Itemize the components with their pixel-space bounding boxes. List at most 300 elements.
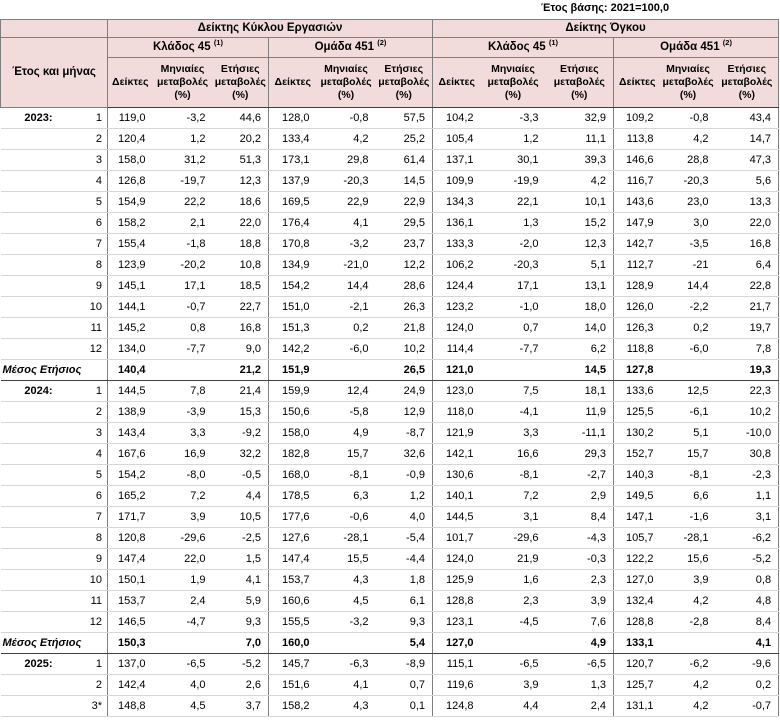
- annual-change: 12,3: [213, 171, 269, 192]
- annual-change: 6,1: [376, 591, 433, 612]
- month-label: 2: [86, 675, 108, 696]
- monthly-change: 4,3: [317, 696, 376, 717]
- subgroup-label: Κλάδος 45: [153, 41, 211, 53]
- index-value: 140,3: [614, 465, 661, 486]
- annual-change: -8,9: [376, 654, 433, 675]
- annual-change: 4,4: [213, 486, 269, 507]
- index-value: 140,4: [108, 360, 153, 381]
- index-value: 134,9: [269, 255, 317, 276]
- month-label: 5: [86, 192, 108, 213]
- monthly-change: 7,8: [153, 381, 213, 402]
- index-value: 131,1: [614, 696, 661, 717]
- index-value: 123,2: [433, 297, 481, 318]
- monthly-change: -2,8: [661, 612, 716, 633]
- monthly-change: -3,9: [153, 402, 213, 423]
- annual-change: 2,6: [213, 675, 269, 696]
- monthly-change: [481, 633, 546, 654]
- month-label: 5: [86, 465, 108, 486]
- table-row: [1, 213, 779, 234]
- annual-change: -11,1: [546, 423, 614, 444]
- index-value: 120,4: [108, 129, 153, 150]
- table-row: [1, 171, 779, 192]
- monthly-change: 3,9: [153, 507, 213, 528]
- monthly-change: -28,1: [317, 528, 376, 549]
- monthly-change: 1,2: [153, 129, 213, 150]
- monthly-change: -8,1: [481, 465, 546, 486]
- annual-change: 14,5: [546, 360, 614, 381]
- monthly-change: 4,5: [317, 591, 376, 612]
- index-value: 123,9: [108, 255, 153, 276]
- monthly-change: 30,1: [481, 150, 546, 171]
- index-value: 138,9: [108, 402, 153, 423]
- annual-change: -4,3: [546, 528, 614, 549]
- annual-change: 16,8: [716, 234, 779, 255]
- index-value: 123,1: [433, 612, 481, 633]
- index-value: 125,5: [614, 402, 661, 423]
- monthly-change: -0,8: [661, 108, 716, 129]
- month-label: 9: [86, 549, 108, 570]
- table-row: [1, 507, 779, 528]
- col-header-annual-change: Ετήσιες μεταβολές (%): [213, 58, 269, 108]
- annual-change: 18,0: [546, 297, 614, 318]
- annual-change: 28,6: [376, 276, 433, 297]
- index-value: 158,0: [108, 150, 153, 171]
- subgroup-label: Ομάδα 451: [314, 41, 375, 53]
- annual-change: -6,5: [546, 654, 614, 675]
- annual-change: 1,3: [546, 675, 614, 696]
- year-label: [1, 528, 86, 549]
- annual-change: 26,3: [376, 297, 433, 318]
- monthly-change: -19,7: [153, 171, 213, 192]
- monthly-change: -6,0: [661, 339, 716, 360]
- annual-change: 18,5: [213, 276, 269, 297]
- month-label: 7: [86, 234, 108, 255]
- volume-sector-45-header: [433, 38, 614, 58]
- index-value: 118,8: [614, 339, 661, 360]
- table-row: [1, 255, 779, 276]
- annual-change: 44,6: [213, 108, 269, 129]
- turnover-sector-45-header: [108, 38, 269, 58]
- index-value: 160,0: [269, 633, 317, 654]
- monthly-change: 3,3: [481, 423, 546, 444]
- annual-change: 22,7: [213, 297, 269, 318]
- annual-change: 14,7: [716, 129, 779, 150]
- annual-change: -10,0: [716, 423, 779, 444]
- monthly-change: [153, 360, 213, 381]
- index-value: 146,6: [614, 150, 661, 171]
- table-row: [1, 381, 779, 402]
- monthly-change: 2,3: [481, 591, 546, 612]
- monthly-change: -6,3: [317, 654, 376, 675]
- annual-change: 8,4: [716, 612, 779, 633]
- table-row: [1, 528, 779, 549]
- annual-mean-label: Μέσος Ετήσιος: [1, 360, 86, 381]
- index-value: 128,8: [433, 591, 481, 612]
- annual-change: 15,2: [546, 213, 614, 234]
- month-label: 3: [86, 150, 108, 171]
- month-label: 1: [86, 654, 108, 675]
- year-label: [1, 675, 86, 696]
- annual-change: -9,6: [716, 654, 779, 675]
- annual-change: -0,9: [376, 465, 433, 486]
- monthly-change: 7,5: [481, 381, 546, 402]
- annual-change: -0,3: [546, 549, 614, 570]
- annual-change: 13,3: [716, 192, 779, 213]
- monthly-change: -8,1: [661, 465, 716, 486]
- col-header-monthly-change: Μηνιαίες μεταβολές (%): [153, 58, 213, 108]
- monthly-change: -29,6: [481, 528, 546, 549]
- annual-change: -4,4: [376, 549, 433, 570]
- annual-change: 61,4: [376, 150, 433, 171]
- index-value: 120,7: [614, 654, 661, 675]
- monthly-change: 1,2: [481, 129, 546, 150]
- index-value: 104,2: [433, 108, 481, 129]
- turnover-group-451-header: [269, 38, 433, 58]
- index-value: 151,6: [269, 675, 317, 696]
- annual-change: 11,9: [546, 402, 614, 423]
- monthly-change: -2,2: [661, 297, 716, 318]
- year-month-header: Έτος και μήνας: [1, 38, 108, 108]
- month-label: 4: [86, 171, 108, 192]
- index-value: 153,7: [108, 591, 153, 612]
- index-value: 142,7: [614, 234, 661, 255]
- annual-change: 30,8: [716, 444, 779, 465]
- index-value: 158,0: [269, 423, 317, 444]
- monthly-change: 28,8: [661, 150, 716, 171]
- table-row: [1, 486, 779, 507]
- col-header-index: Δείκτες: [269, 58, 317, 108]
- index-value: 170,8: [269, 234, 317, 255]
- index-value: 168,0: [269, 465, 317, 486]
- annual-change: 22,9: [376, 192, 433, 213]
- table-row: [1, 675, 779, 696]
- month-label: 9: [86, 276, 108, 297]
- annual-change: -5,4: [376, 528, 433, 549]
- monthly-change: -20,3: [481, 255, 546, 276]
- annual-change: 21,4: [213, 381, 269, 402]
- annual-change: -2,7: [546, 465, 614, 486]
- monthly-change: 4,1: [317, 675, 376, 696]
- annual-change: 7,8: [716, 339, 779, 360]
- annual-change: 3,9: [546, 591, 614, 612]
- year-label: [1, 507, 86, 528]
- index-value: 145,1: [108, 276, 153, 297]
- annual-change: -5,2: [213, 654, 269, 675]
- month-label: 11: [86, 591, 108, 612]
- index-value: 154,2: [269, 276, 317, 297]
- monthly-change: 3,0: [661, 213, 716, 234]
- index-value: 122,2: [614, 549, 661, 570]
- header-row-subgroups: [1, 38, 779, 58]
- index-value: 128,8: [614, 612, 661, 633]
- index-value: 125,7: [614, 675, 661, 696]
- month-label: 2: [86, 129, 108, 150]
- annual-change: 5,9: [213, 591, 269, 612]
- annual-change: 43,4: [716, 108, 779, 129]
- monthly-change: -4,7: [153, 612, 213, 633]
- annual-change: 0,1: [376, 696, 433, 717]
- annual-change: 10,2: [376, 339, 433, 360]
- monthly-change: -0,8: [317, 108, 376, 129]
- annual-change: 2,3: [546, 570, 614, 591]
- annual-mean-row: [1, 633, 779, 654]
- index-value: 147,1: [614, 507, 661, 528]
- month-label: 3*: [86, 696, 108, 717]
- month-label: 10: [86, 297, 108, 318]
- monthly-change: 0,8: [153, 318, 213, 339]
- index-value: 134,3: [433, 192, 481, 213]
- index-value: 154,9: [108, 192, 153, 213]
- annual-change: 5,6: [716, 171, 779, 192]
- year-label: [1, 444, 86, 465]
- monthly-change: -3,3: [481, 108, 546, 129]
- index-value: 158,2: [108, 213, 153, 234]
- monthly-change: 4,2: [661, 591, 716, 612]
- year-label: 2025:: [1, 654, 86, 675]
- monthly-change: -1,6: [661, 507, 716, 528]
- index-value: 153,7: [269, 570, 317, 591]
- year-label: [1, 150, 86, 171]
- col-header-index: Δείκτες: [614, 58, 661, 108]
- index-value: 145,2: [108, 318, 153, 339]
- index-value: 106,2: [433, 255, 481, 276]
- monthly-change: -6,2: [661, 654, 716, 675]
- annual-change: 10,2: [716, 402, 779, 423]
- monthly-change: 7,2: [481, 486, 546, 507]
- monthly-change: -8,0: [153, 465, 213, 486]
- monthly-change: -20,2: [153, 255, 213, 276]
- footnote-ref: (2): [722, 38, 732, 47]
- annual-change: -9,2: [213, 423, 269, 444]
- header-row-groups: [1, 20, 779, 38]
- monthly-change: 0,2: [661, 318, 716, 339]
- index-value: 134,0: [108, 339, 153, 360]
- year-label: [1, 549, 86, 570]
- monthly-change: 6,3: [317, 486, 376, 507]
- table-row: [1, 234, 779, 255]
- index-value: 144,5: [108, 381, 153, 402]
- index-value: 136,1: [433, 213, 481, 234]
- table-body: [1, 108, 779, 717]
- index-value: 105,4: [433, 129, 481, 150]
- table-header: [1, 20, 779, 108]
- monthly-change: 3,9: [481, 675, 546, 696]
- year-label: [1, 465, 86, 486]
- annual-change: 6,4: [716, 255, 779, 276]
- annual-change: 32,2: [213, 444, 269, 465]
- annual-change: 10,8: [213, 255, 269, 276]
- index-value: 124,8: [433, 696, 481, 717]
- monthly-change: 22,9: [317, 192, 376, 213]
- index-value: 128,0: [269, 108, 317, 129]
- index-value: 145,7: [269, 654, 317, 675]
- annual-mean-label: Μέσος Ετήσιος: [1, 633, 86, 654]
- year-label: [1, 255, 86, 276]
- index-value: 142,1: [433, 444, 481, 465]
- index-value: 147,4: [269, 549, 317, 570]
- year-label: [1, 318, 86, 339]
- month-label: 1: [86, 381, 108, 402]
- base-year-note: Έτος βάσης: 2021=100,0: [541, 2, 670, 14]
- index-value: 148,8: [108, 696, 153, 717]
- monthly-change: 22,0: [153, 549, 213, 570]
- monthly-change: -2,0: [481, 234, 546, 255]
- year-label: [1, 171, 86, 192]
- annual-change: -2,5: [213, 528, 269, 549]
- table-row: [1, 465, 779, 486]
- index-value: 159,9: [269, 381, 317, 402]
- index-value: 116,7: [614, 171, 661, 192]
- month-label: 6: [86, 486, 108, 507]
- monthly-change: 4,2: [661, 696, 716, 717]
- monthly-change: 16,9: [153, 444, 213, 465]
- monthly-change: 6,6: [661, 486, 716, 507]
- table-row: [1, 318, 779, 339]
- index-value: 149,5: [614, 486, 661, 507]
- volume-group-451-header: [614, 38, 779, 58]
- annual-change: 9,0: [213, 339, 269, 360]
- monthly-change: -19,9: [481, 171, 546, 192]
- annual-change: 12,3: [546, 234, 614, 255]
- annual-change: 0,7: [376, 675, 433, 696]
- annual-change: -8,7: [376, 423, 433, 444]
- monthly-change: [317, 633, 376, 654]
- year-label: [1, 129, 86, 150]
- monthly-change: 1,9: [153, 570, 213, 591]
- month-label: [86, 360, 108, 381]
- month-label: 8: [86, 528, 108, 549]
- turnover-index-header: Δείκτης Κύκλου Εργασιών: [108, 20, 433, 38]
- annual-change: 57,5: [376, 108, 433, 129]
- monthly-change: 3,1: [481, 507, 546, 528]
- footnote-ref: (1): [548, 38, 558, 47]
- annual-change: 22,3: [716, 381, 779, 402]
- annual-change: 14,5: [376, 171, 433, 192]
- annual-change: 1,5: [213, 549, 269, 570]
- monthly-change: 4,5: [153, 696, 213, 717]
- monthly-change: -6,1: [661, 402, 716, 423]
- index-value: 150,3: [108, 633, 153, 654]
- annual-change: 1,8: [376, 570, 433, 591]
- subgroup-label: Ομάδα 451: [660, 41, 720, 53]
- table-row: [1, 108, 779, 129]
- annual-change: 8,4: [546, 507, 614, 528]
- annual-change: 19,7: [716, 318, 779, 339]
- year-label: [1, 276, 86, 297]
- monthly-change: -2,1: [317, 297, 376, 318]
- table-row: [1, 444, 779, 465]
- year-label: [1, 192, 86, 213]
- annual-change: 2,9: [546, 486, 614, 507]
- col-header-monthly-change: Μηνιαίες μεταβολές (%): [661, 58, 716, 108]
- month-label: 7: [86, 507, 108, 528]
- year-label: [1, 570, 86, 591]
- annual-change: 19,3: [716, 360, 779, 381]
- index-value: 152,7: [614, 444, 661, 465]
- annual-change: 4,2: [546, 171, 614, 192]
- annual-change: -6,2: [716, 528, 779, 549]
- index-value: 151,0: [269, 297, 317, 318]
- annual-change: -0,5: [213, 465, 269, 486]
- annual-change: 7,0: [213, 633, 269, 654]
- index-value: 144,1: [108, 297, 153, 318]
- month-label: 10: [86, 570, 108, 591]
- year-label: [1, 486, 86, 507]
- monthly-change: 2,1: [153, 213, 213, 234]
- monthly-change: 3,3: [153, 423, 213, 444]
- monthly-change: 22,2: [153, 192, 213, 213]
- index-value: 151,9: [269, 360, 317, 381]
- year-label: [1, 612, 86, 633]
- annual-change: 29,3: [546, 444, 614, 465]
- month-label: 3: [86, 423, 108, 444]
- year-label: [1, 234, 86, 255]
- monthly-change: -7,7: [481, 339, 546, 360]
- monthly-change: 0,7: [481, 318, 546, 339]
- index-value: 132,4: [614, 591, 661, 612]
- monthly-change: -6,0: [317, 339, 376, 360]
- monthly-change: -4,1: [481, 402, 546, 423]
- table-row: [1, 423, 779, 444]
- index-value: 178,5: [269, 486, 317, 507]
- index-value: 155,4: [108, 234, 153, 255]
- index-value: 118,0: [433, 402, 481, 423]
- table-row: [1, 654, 779, 675]
- monthly-change: 14,4: [317, 276, 376, 297]
- monthly-change: 22,1: [481, 192, 546, 213]
- index-value: 101,7: [433, 528, 481, 549]
- index-value: 137,1: [433, 150, 481, 171]
- annual-change: 12,2: [376, 255, 433, 276]
- year-label: [1, 213, 86, 234]
- index-value: 133,6: [614, 381, 661, 402]
- annual-change: -5,2: [716, 549, 779, 570]
- annual-change: 4,1: [213, 570, 269, 591]
- annual-change: 1,1: [716, 486, 779, 507]
- annual-change: 4,9: [546, 633, 614, 654]
- monthly-change: -4,5: [481, 612, 546, 633]
- annual-change: 13,1: [546, 276, 614, 297]
- month-label: 8: [86, 255, 108, 276]
- monthly-change: -29,6: [153, 528, 213, 549]
- col-header-monthly-change: Μηνιαίες μεταβολές (%): [481, 58, 546, 108]
- annual-change: 4,0: [376, 507, 433, 528]
- monthly-change: 23,0: [661, 192, 716, 213]
- monthly-change: 4,0: [153, 675, 213, 696]
- table-row: [1, 612, 779, 633]
- index-value: 158,2: [269, 696, 317, 717]
- year-label: [1, 297, 86, 318]
- table-row: [1, 192, 779, 213]
- monthly-change: 15,7: [317, 444, 376, 465]
- annual-change: 23,7: [376, 234, 433, 255]
- index-value: 127,0: [433, 633, 481, 654]
- index-value: 127,0: [614, 570, 661, 591]
- month-label: 6: [86, 213, 108, 234]
- annual-change: 32,6: [376, 444, 433, 465]
- annual-change: 18,6: [213, 192, 269, 213]
- col-header-monthly-change: Μηνιαίες μεταβολές (%): [317, 58, 376, 108]
- index-value: 124,4: [433, 276, 481, 297]
- index-value: 165,2: [108, 486, 153, 507]
- annual-change: 24,9: [376, 381, 433, 402]
- monthly-change: -7,7: [153, 339, 213, 360]
- index-value: 167,6: [108, 444, 153, 465]
- annual-change: 0,2: [716, 675, 779, 696]
- index-value: 140,1: [433, 486, 481, 507]
- monthly-change: 0,2: [317, 318, 376, 339]
- annual-change: 11,1: [546, 129, 614, 150]
